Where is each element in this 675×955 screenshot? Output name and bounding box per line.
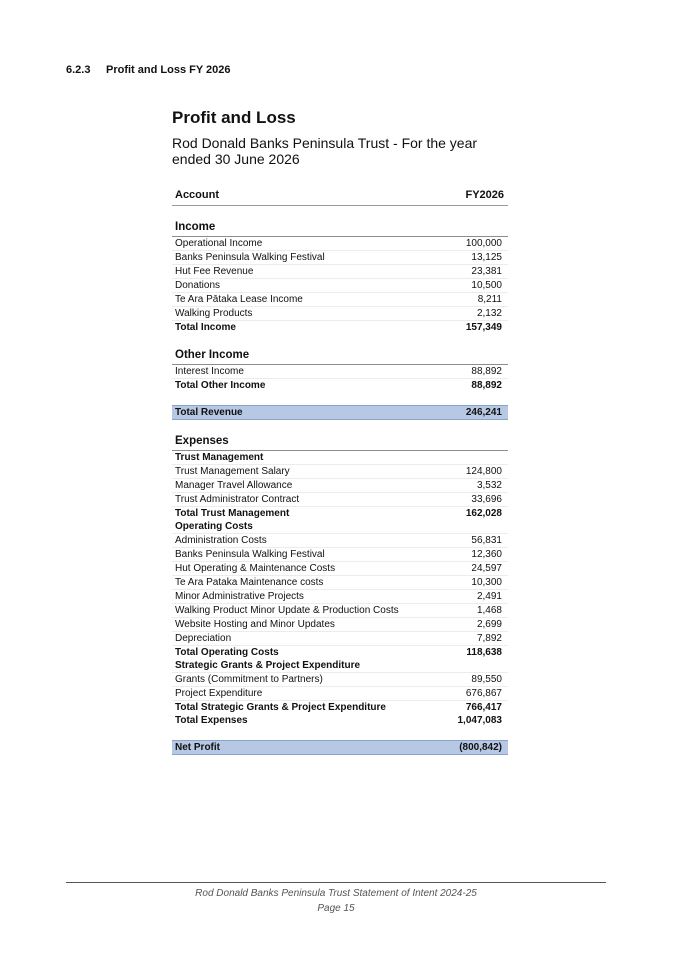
- other-income-heading: Other Income: [172, 348, 508, 365]
- table-row: [172, 251, 508, 265]
- table-row: [172, 479, 508, 493]
- table-row: [172, 534, 508, 548]
- row-value: 2,699: [476, 619, 502, 630]
- row-value: (800,842): [459, 742, 502, 753]
- row-label: Banks Peninsula Walking Festival: [175, 252, 325, 263]
- row-value: 246,241: [465, 407, 502, 418]
- total-operating-costs-row: [172, 646, 508, 659]
- table-row: [172, 562, 508, 576]
- row-label: Operational Income: [175, 238, 263, 249]
- table-row: [172, 576, 508, 590]
- row-value: 118,638: [466, 647, 502, 658]
- total-other-income-row: [172, 379, 508, 392]
- row-value: 23,381: [471, 266, 502, 277]
- row-value: 24,597: [471, 563, 502, 574]
- row-label: Total Revenue: [175, 407, 243, 418]
- row-value: 1,468: [476, 605, 502, 616]
- table-row: [172, 687, 508, 701]
- row-label: Banks Peninsula Walking Festival: [175, 549, 325, 560]
- row-value: 2,491: [476, 591, 502, 602]
- table-row: [172, 465, 508, 479]
- net-profit-band: [172, 740, 508, 755]
- row-value: 766,417: [465, 702, 502, 713]
- section-number: 6.2.3: [66, 64, 91, 76]
- row-label: Hut Operating & Maintenance Costs: [175, 563, 336, 574]
- row-value: 1,047,083: [457, 715, 502, 726]
- row-label: Trust Management Salary: [175, 466, 290, 477]
- row-value: 89,550: [471, 674, 502, 685]
- row-value: 2,132: [476, 308, 502, 319]
- row-label: Walking Products: [175, 308, 253, 319]
- row-value: 3,532: [476, 480, 502, 491]
- row-label: Total Trust Management: [175, 508, 290, 519]
- row-value: 33,696: [471, 494, 502, 505]
- row-label: Minor Administrative Projects: [175, 591, 304, 602]
- table-row: [172, 548, 508, 562]
- column-account: Account: [175, 189, 219, 201]
- row-value: 676,867: [465, 688, 502, 699]
- profit-loss-report: [172, 108, 508, 755]
- row-value: 10,500: [471, 280, 502, 291]
- row-label: Administration Costs: [175, 535, 267, 546]
- row-value: 10,300: [471, 577, 502, 588]
- row-value: 8,211: [477, 294, 502, 305]
- row-label: Net Profit: [175, 742, 220, 753]
- total-expenses-row: [172, 714, 508, 727]
- total-income-row: [172, 321, 508, 334]
- row-label: Donations: [175, 280, 221, 291]
- table-row: [172, 493, 508, 507]
- footer-page-number: Page 15: [317, 903, 355, 914]
- footer-doc-title: Rod Donald Banks Peninsula Trust Statement of Intent 2024-25: [195, 888, 477, 899]
- section-title: Profit and Loss FY 2026: [106, 64, 231, 76]
- row-label: Website Hosting and Minor Updates: [175, 619, 335, 630]
- table-row: [172, 237, 508, 251]
- row-value: 124,800: [465, 466, 502, 477]
- row-label: Te Ara Pataka Maintenance costs: [175, 577, 324, 588]
- table-row: [172, 293, 508, 307]
- column-header: [172, 189, 508, 206]
- report-subtitle: Rod Donald Banks Peninsula Trust - For the year ended 30 June 2026: [172, 135, 478, 167]
- row-label: Total Other Income: [175, 380, 266, 391]
- row-value: 7,892: [476, 633, 502, 644]
- operating-costs-heading: Operating Costs: [172, 520, 508, 534]
- row-label: Depreciation: [175, 633, 232, 644]
- trust-management-heading: Trust Management: [172, 451, 508, 465]
- row-label: Total Strategic Grants & Project Expenditure: [175, 702, 386, 713]
- row-value: 13,125: [471, 252, 502, 263]
- row-value: 12,360: [471, 549, 502, 560]
- report-title: Profit and Loss: [172, 108, 296, 127]
- row-label: Hut Fee Revenue: [175, 266, 254, 277]
- section-heading: [66, 64, 231, 76]
- row-label: Walking Product Minor Update & Production Costs: [175, 605, 399, 616]
- total-revenue-band: [172, 405, 508, 420]
- table-row: [172, 365, 508, 379]
- strategic-grants-heading: Strategic Grants & Project Expenditure: [172, 659, 508, 673]
- footer-divider: [66, 882, 606, 883]
- total-strategic-row: [172, 701, 508, 714]
- income-heading: Income: [172, 220, 508, 237]
- row-value: 56,831: [471, 535, 502, 546]
- row-label: Trust Administrator Contract: [175, 494, 300, 505]
- table-row: [172, 307, 508, 321]
- row-label: Grants (Commitment to Partners): [175, 674, 323, 685]
- row-label: Manager Travel Allowance: [175, 480, 293, 491]
- row-value: 157,349: [465, 322, 502, 333]
- row-label: Total Expenses: [175, 715, 248, 726]
- row-label: Total Income: [175, 322, 236, 333]
- income-rows: [172, 237, 508, 321]
- row-value: 162,028: [465, 508, 502, 519]
- row-value: 100,000: [465, 238, 502, 249]
- column-year: FY2026: [465, 189, 504, 201]
- row-label: Te Ara Pātaka Lease Income: [175, 294, 303, 305]
- row-label: Total Operating Costs: [175, 647, 279, 658]
- expenses-heading: Expenses: [172, 434, 508, 451]
- row-label: Project Expenditure: [175, 688, 263, 699]
- table-row: [172, 279, 508, 293]
- row-value: 88,892: [471, 366, 502, 377]
- table-row: [172, 590, 508, 604]
- table-row: [172, 673, 508, 687]
- table-row: [172, 618, 508, 632]
- table-row: [172, 604, 508, 618]
- row-label: Interest Income: [175, 366, 244, 377]
- table-row: [172, 632, 508, 646]
- table-row: [172, 265, 508, 279]
- row-value: 88,892: [471, 380, 502, 391]
- total-trust-management-row: [172, 507, 508, 520]
